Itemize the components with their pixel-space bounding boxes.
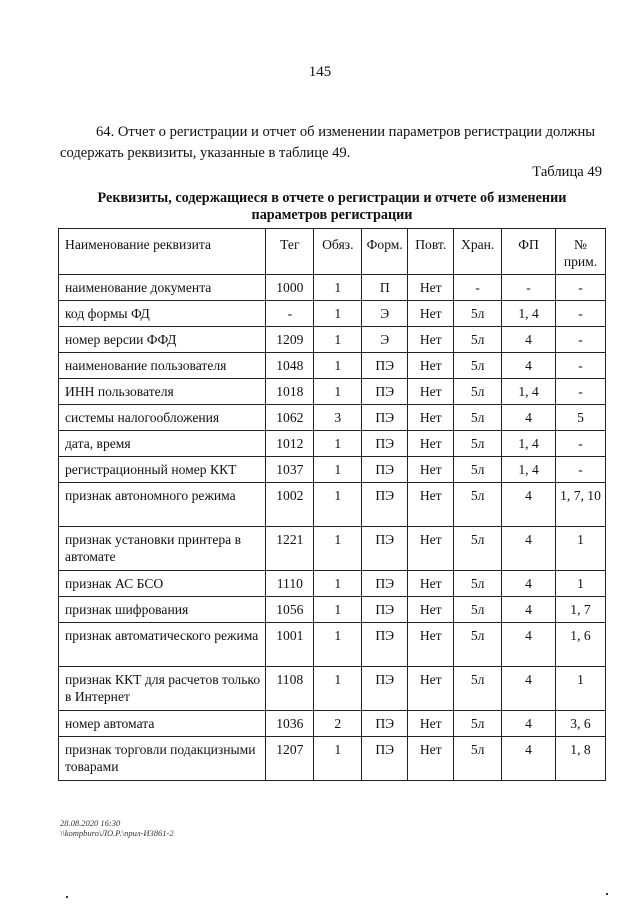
cell-format: ПЭ xyxy=(362,483,408,527)
cell-repeat: Нет xyxy=(408,737,454,781)
cell-fp: 4 xyxy=(502,711,556,737)
table-row xyxy=(59,571,606,597)
cell-repeat: Нет xyxy=(408,327,454,353)
cell-obligatory: 2 xyxy=(314,711,362,737)
table-row xyxy=(59,667,606,711)
cell-note: - xyxy=(555,353,605,379)
header-obligatory: Обяз. xyxy=(314,229,362,275)
cell-fp: 4 xyxy=(502,327,556,353)
cell-storage: 5л xyxy=(454,667,502,711)
cell-name: признак торговли подакцизными товарами xyxy=(59,737,266,781)
cell-format: ПЭ xyxy=(362,711,408,737)
cell-tag: 1002 xyxy=(266,483,314,527)
cell-repeat: Нет xyxy=(408,527,454,571)
cell-fp: 1, 4 xyxy=(502,379,556,405)
table-label: Таблица 49 xyxy=(532,164,602,180)
cell-repeat: Нет xyxy=(408,301,454,327)
cell-note: - xyxy=(555,457,605,483)
cell-repeat: Нет xyxy=(408,431,454,457)
cell-note: 1, 7, 10 xyxy=(555,483,605,527)
cell-note: 1 xyxy=(555,527,605,571)
header-tag: Тег xyxy=(266,229,314,275)
cell-tag: 1221 xyxy=(266,527,314,571)
cell-format: ПЭ xyxy=(362,431,408,457)
header-repeat: Повт. xyxy=(408,229,454,275)
cell-format: П xyxy=(362,275,408,301)
cell-storage: 5л xyxy=(454,711,502,737)
cell-name: признак АС БСО xyxy=(59,571,266,597)
cell-name: регистрационный номер ККТ xyxy=(59,457,266,483)
cell-storage: 5л xyxy=(454,353,502,379)
table-row xyxy=(59,405,606,431)
cell-tag: 1037 xyxy=(266,457,314,483)
table-title xyxy=(60,190,604,224)
cell-format: ПЭ xyxy=(362,597,408,623)
cell-repeat: Нет xyxy=(408,571,454,597)
cell-name: признак автоматического режима xyxy=(59,623,266,667)
cell-fp: 1, 4 xyxy=(502,457,556,483)
cell-fp: 4 xyxy=(502,353,556,379)
table-row xyxy=(59,301,606,327)
cell-fp: 4 xyxy=(502,667,556,711)
cell-tag: 1048 xyxy=(266,353,314,379)
cell-repeat: Нет xyxy=(408,275,454,301)
cell-obligatory: 1 xyxy=(314,571,362,597)
scan-dot xyxy=(606,893,608,895)
cell-tag: 1036 xyxy=(266,711,314,737)
cell-repeat: Нет xyxy=(408,353,454,379)
cell-storage: 5л xyxy=(454,571,502,597)
table-row xyxy=(59,275,606,301)
cell-tag: 1001 xyxy=(266,623,314,667)
cell-note: 5 xyxy=(555,405,605,431)
table-row xyxy=(59,379,606,405)
cell-note: 1, 7 xyxy=(555,597,605,623)
cell-name: наименование документа xyxy=(59,275,266,301)
cell-name: номер версии ФФД xyxy=(59,327,266,353)
cell-fp: 4 xyxy=(502,527,556,571)
cell-note: 1 xyxy=(555,571,605,597)
cell-tag: 1207 xyxy=(266,737,314,781)
table-row xyxy=(59,711,606,737)
cell-storage: 5л xyxy=(454,327,502,353)
cell-fp: 4 xyxy=(502,623,556,667)
cell-obligatory: 3 xyxy=(314,405,362,431)
table-row xyxy=(59,623,606,667)
cell-repeat: Нет xyxy=(408,379,454,405)
cell-repeat: Нет xyxy=(408,405,454,431)
cell-repeat: Нет xyxy=(408,457,454,483)
intro-paragraph: 64. Отчет о регистрации и отчет об изменении параметров регистрации должны содержать реквизиты, указанные в таблице 49. xyxy=(60,124,596,161)
cell-storage: 5л xyxy=(454,737,502,781)
cell-note: - xyxy=(555,327,605,353)
cell-obligatory: 1 xyxy=(314,737,362,781)
header-note: № прим. xyxy=(555,229,605,275)
header-storage: Хран. xyxy=(454,229,502,275)
cell-obligatory: 1 xyxy=(314,623,362,667)
cell-note: - xyxy=(555,301,605,327)
cell-tag: - xyxy=(266,301,314,327)
cell-obligatory: 1 xyxy=(314,327,362,353)
cell-note: - xyxy=(555,275,605,301)
cell-obligatory: 1 xyxy=(314,431,362,457)
cell-repeat: Нет xyxy=(408,597,454,623)
cell-fp: 4 xyxy=(502,405,556,431)
cell-format: ПЭ xyxy=(362,571,408,597)
cell-note: - xyxy=(555,431,605,457)
table-header-row xyxy=(59,229,606,275)
cell-tag: 1209 xyxy=(266,327,314,353)
cell-storage: 5л xyxy=(454,623,502,667)
cell-obligatory: 1 xyxy=(314,527,362,571)
table-row xyxy=(59,457,606,483)
cell-format: ПЭ xyxy=(362,667,408,711)
table-title-line-1: Реквизиты, содержащиеся в отчете о регистрации и отчете об изменении xyxy=(97,190,567,206)
table-body xyxy=(59,275,606,781)
cell-format: ПЭ xyxy=(362,457,408,483)
cell-tag: 1056 xyxy=(266,597,314,623)
cell-fp: 4 xyxy=(502,571,556,597)
cell-tag: 1000 xyxy=(266,275,314,301)
cell-storage: 5л xyxy=(454,379,502,405)
cell-name: наименование пользователя xyxy=(59,353,266,379)
cell-fp: 4 xyxy=(502,597,556,623)
header-format: Форм. xyxy=(362,229,408,275)
page-number: 145 xyxy=(308,64,332,80)
table-row xyxy=(59,597,606,623)
cell-fp: 1, 4 xyxy=(502,431,556,457)
cell-note: - xyxy=(555,379,605,405)
cell-storage: 5л xyxy=(454,597,502,623)
cell-note: 1, 8 xyxy=(555,737,605,781)
cell-format: Э xyxy=(362,301,408,327)
cell-storage: - xyxy=(454,275,502,301)
header-fp: ФП xyxy=(502,229,556,275)
footer-file-path: \\kompburo\ЛО.Р.\прил-И3861-2 xyxy=(60,828,174,838)
cell-fp: - xyxy=(502,275,556,301)
cell-obligatory: 1 xyxy=(314,379,362,405)
cell-fp: 4 xyxy=(502,737,556,781)
cell-name: признак автономного режима xyxy=(59,483,266,527)
cell-format: ПЭ xyxy=(362,405,408,431)
table-title-line-2: параметров регистрации xyxy=(251,207,413,223)
cell-name: признак установки принтера в автомате xyxy=(59,527,266,571)
cell-tag: 1110 xyxy=(266,571,314,597)
table-row xyxy=(59,353,606,379)
cell-storage: 5л xyxy=(454,431,502,457)
cell-name: признак ККТ для расчетов только в Интернет xyxy=(59,667,266,711)
cell-repeat: Нет xyxy=(408,711,454,737)
scan-dot xyxy=(66,896,68,898)
cell-storage: 5л xyxy=(454,483,502,527)
cell-obligatory: 1 xyxy=(314,457,362,483)
cell-format: Э xyxy=(362,327,408,353)
cell-note: 1, 6 xyxy=(555,623,605,667)
cell-storage: 5л xyxy=(454,405,502,431)
cell-obligatory: 1 xyxy=(314,483,362,527)
table-row xyxy=(59,431,606,457)
cell-format: ПЭ xyxy=(362,353,408,379)
cell-format: ПЭ xyxy=(362,737,408,781)
cell-obligatory: 1 xyxy=(314,353,362,379)
cell-format: ПЭ xyxy=(362,527,408,571)
footer-stamp xyxy=(60,818,174,838)
cell-storage: 5л xyxy=(454,527,502,571)
table-row xyxy=(59,527,606,571)
cell-obligatory: 1 xyxy=(314,667,362,711)
cell-obligatory: 1 xyxy=(314,275,362,301)
table-row xyxy=(59,737,606,781)
footer-timestamp: 28.08.2020 16:30 xyxy=(60,818,121,828)
cell-format: ПЭ xyxy=(362,379,408,405)
cell-fp: 4 xyxy=(502,483,556,527)
cell-tag: 1062 xyxy=(266,405,314,431)
table-row xyxy=(59,327,606,353)
requisites-table xyxy=(58,228,606,781)
cell-tag: 1018 xyxy=(266,379,314,405)
cell-name: номер автомата xyxy=(59,711,266,737)
cell-obligatory: 1 xyxy=(314,301,362,327)
cell-storage: 5л xyxy=(454,301,502,327)
cell-note: 3, 6 xyxy=(555,711,605,737)
cell-tag: 1108 xyxy=(266,667,314,711)
cell-repeat: Нет xyxy=(408,623,454,667)
cell-name: ИНН пользователя xyxy=(59,379,266,405)
header-name: Наименование реквизита xyxy=(59,229,266,275)
cell-note: 1 xyxy=(555,667,605,711)
cell-fp: 1, 4 xyxy=(502,301,556,327)
cell-format: ПЭ xyxy=(362,623,408,667)
cell-name: код формы ФД xyxy=(59,301,266,327)
cell-obligatory: 1 xyxy=(314,597,362,623)
cell-name: системы налогообложения xyxy=(59,405,266,431)
cell-tag: 1012 xyxy=(266,431,314,457)
cell-name: признак шифрования xyxy=(59,597,266,623)
table-row xyxy=(59,483,606,527)
cell-name: дата, время xyxy=(59,431,266,457)
cell-repeat: Нет xyxy=(408,483,454,527)
cell-repeat: Нет xyxy=(408,667,454,711)
cell-storage: 5л xyxy=(454,457,502,483)
